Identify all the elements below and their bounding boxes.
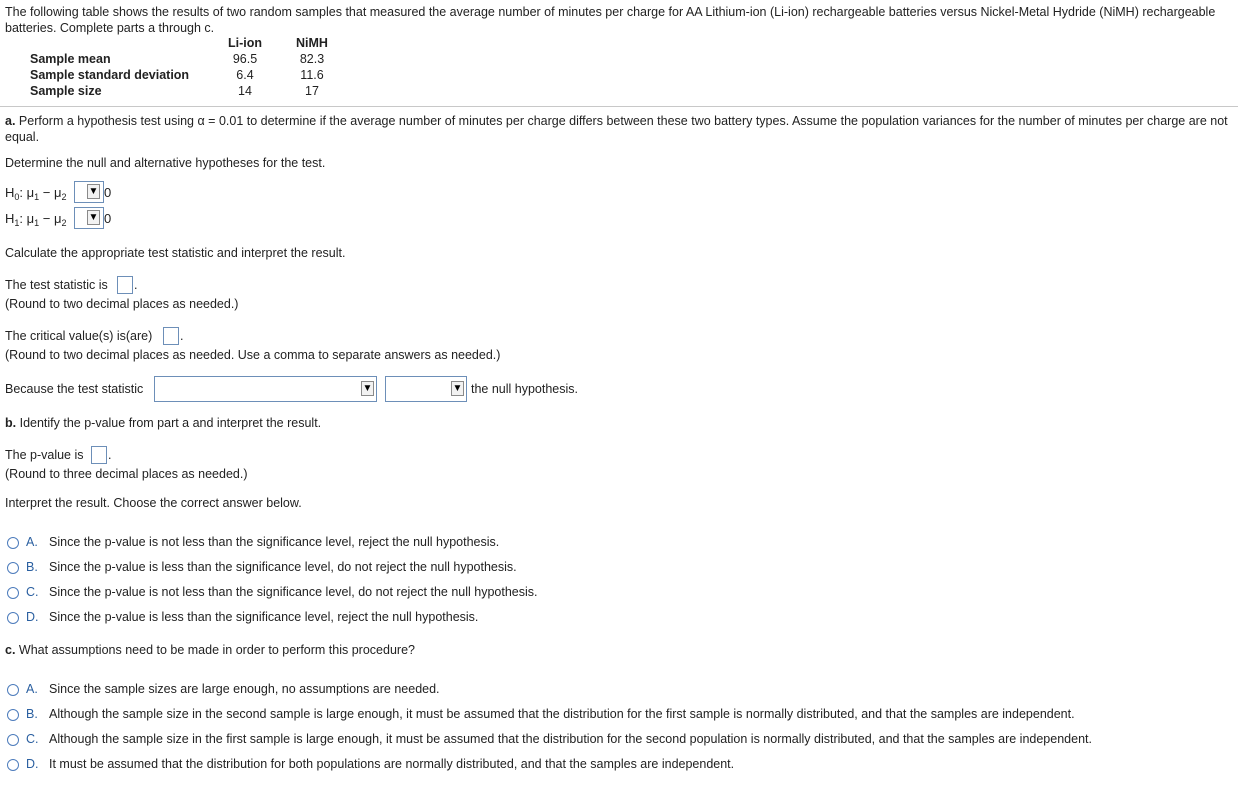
part-b-question-text: Identify the p-value from part a and interpret the result. [19,416,322,430]
critical-value-label: The critical value(s) is(are) [5,329,153,343]
h1-sub: 1 [14,218,20,228]
critical-value-input[interactable] [163,327,179,345]
determine-hypotheses-text: Determine the null and alternative hypotheses for the test. [5,156,326,170]
cell-sd-liion: 6.4 [236,68,254,82]
h0-s1: 1 [34,192,40,202]
chevron-down-icon: ▼ [362,383,373,394]
option-text: Since the p-value is not less than the significance level, reject the null hypothesis. [49,535,500,549]
row-label-size: Sample size [30,84,102,98]
cell-size-nimh: 17 [305,84,319,98]
interpret-text: Interpret the result. Choose the correct answer below. [5,496,302,510]
cell-sd-nimh: 11.6 [300,68,324,82]
chevron-down-icon: ▼ [88,186,99,197]
col-header-nimh: NiMH [296,36,328,50]
option-text: Since the p-value is less than the significance level, reject the null hypothesis. [49,610,479,624]
row-label-mean: Sample mean [30,52,111,66]
chevron-down-icon: ▼ [452,383,463,394]
part-a-label: a. [5,114,16,128]
h0-mu1: : μ [19,185,35,200]
h0-sub: 0 [14,192,20,202]
divider [0,106,1238,107]
part-b-question [5,416,321,430]
h0-operator-select[interactable] [74,181,104,203]
part-a-question [5,113,1233,145]
radio-button[interactable] [7,562,19,574]
chevron-down-icon: ▼ [88,212,99,223]
part-a-question-text: Perform a hypothesis test using α = 0.01 to determine if the average number of minutes per charge differs between these two battery types. Assume the population variances for the number of minutes per charge are not equal. [5,114,1228,144]
option-text: Since the p-value is less than the significance level, do not reject the null hypothesis. [49,560,517,574]
part-b-label: b. [5,416,17,430]
h0-mu2: − μ [39,185,62,200]
option-text: Since the sample sizes are large enough, no assumptions are needed. [49,682,440,696]
because-label: Because the test statistic [5,382,144,396]
h0-s2: 2 [61,192,67,202]
cell-mean-nimh: 82.3 [299,52,325,66]
radio-button[interactable] [7,734,19,746]
pvalue-input[interactable] [91,446,107,464]
period: . [108,448,112,462]
radio-button[interactable] [7,537,19,549]
null-hypothesis-text: the null hypothesis. [471,382,579,396]
h1-value: 0 [104,211,112,226]
option-letter: B. [26,707,38,721]
h1-s2: 2 [61,218,67,228]
option-letter: B. [26,560,38,574]
pvalue-label: The p-value is [5,448,84,462]
option-text: Although the sample size in the first sample is large enough, it must be assumed that the distribution for the second population is normally distributed, and that the samples are independent. [49,732,1092,746]
option-letter: A. [26,682,38,696]
radio-button[interactable] [7,759,19,771]
h1-operator-select[interactable] [74,207,104,229]
radio-button[interactable] [7,612,19,624]
decision-select[interactable] [385,376,467,402]
round-two-note: (Round to two decimal places as needed.) [5,297,239,311]
h0-letter: H [5,185,15,200]
option-letter: D. [26,610,39,624]
period: . [134,278,138,292]
radio-button[interactable] [7,709,19,721]
h0-value: 0 [104,185,112,200]
test-statistic-input[interactable] [117,276,133,294]
radio-button[interactable] [7,684,19,696]
option-text: Although the sample size in the second sample is large enough, it must be assumed that the distribution for the first sample is normally distributed, and that the samples are independent. [49,707,1075,721]
cell-size-liion: 14 [238,84,252,98]
row-label-sd: Sample standard deviation [30,68,190,82]
option-letter: D. [26,757,39,771]
test-statistic-label: The test statistic is [5,278,108,292]
h1-expression [5,211,66,228]
part-c-question-text: What assumptions need to be made in order to perform this procedure? [18,643,415,657]
round-three-note: (Round to three decimal places as needed.) [5,467,248,481]
part-c-label: c. [5,643,16,657]
option-text: It must be assumed that the distribution for both populations are normally distributed, and that the samples are independent. [49,757,735,771]
option-text: Since the p-value is not less than the significance level, do not reject the null hypothesis. [49,585,538,599]
h1-mu1: : μ [19,211,35,226]
h1-s1: 1 [34,218,40,228]
round-two-comma-note: (Round to two decimal places as needed. Use a comma to separate answers as needed.) [5,348,501,362]
option-letter: C. [26,585,39,599]
col-header-liion: Li-ion [227,36,262,50]
h1-mu2: − μ [39,211,62,226]
period: . [180,329,184,343]
h1-letter: H [5,211,15,226]
intro-text: The following table shows the results of two random samples that measured the average number of minutes per charge for AA Lithium-ion (Li-ion) rechargeable batteries versus Nickel-Metal Hydride (NiMH) rechargeable batteries. Complete parts a through c. [5,5,1216,35]
cell-mean-liion: 96.5 [232,52,258,66]
radio-button[interactable] [7,587,19,599]
test-statistic-comparison-select[interactable] [154,376,377,402]
calculate-text: Calculate the appropriate test statistic and interpret the result. [5,246,346,260]
option-letter: A. [26,535,38,549]
h0-expression [5,185,66,202]
option-letter: C. [26,732,39,746]
part-c-question [5,643,415,657]
